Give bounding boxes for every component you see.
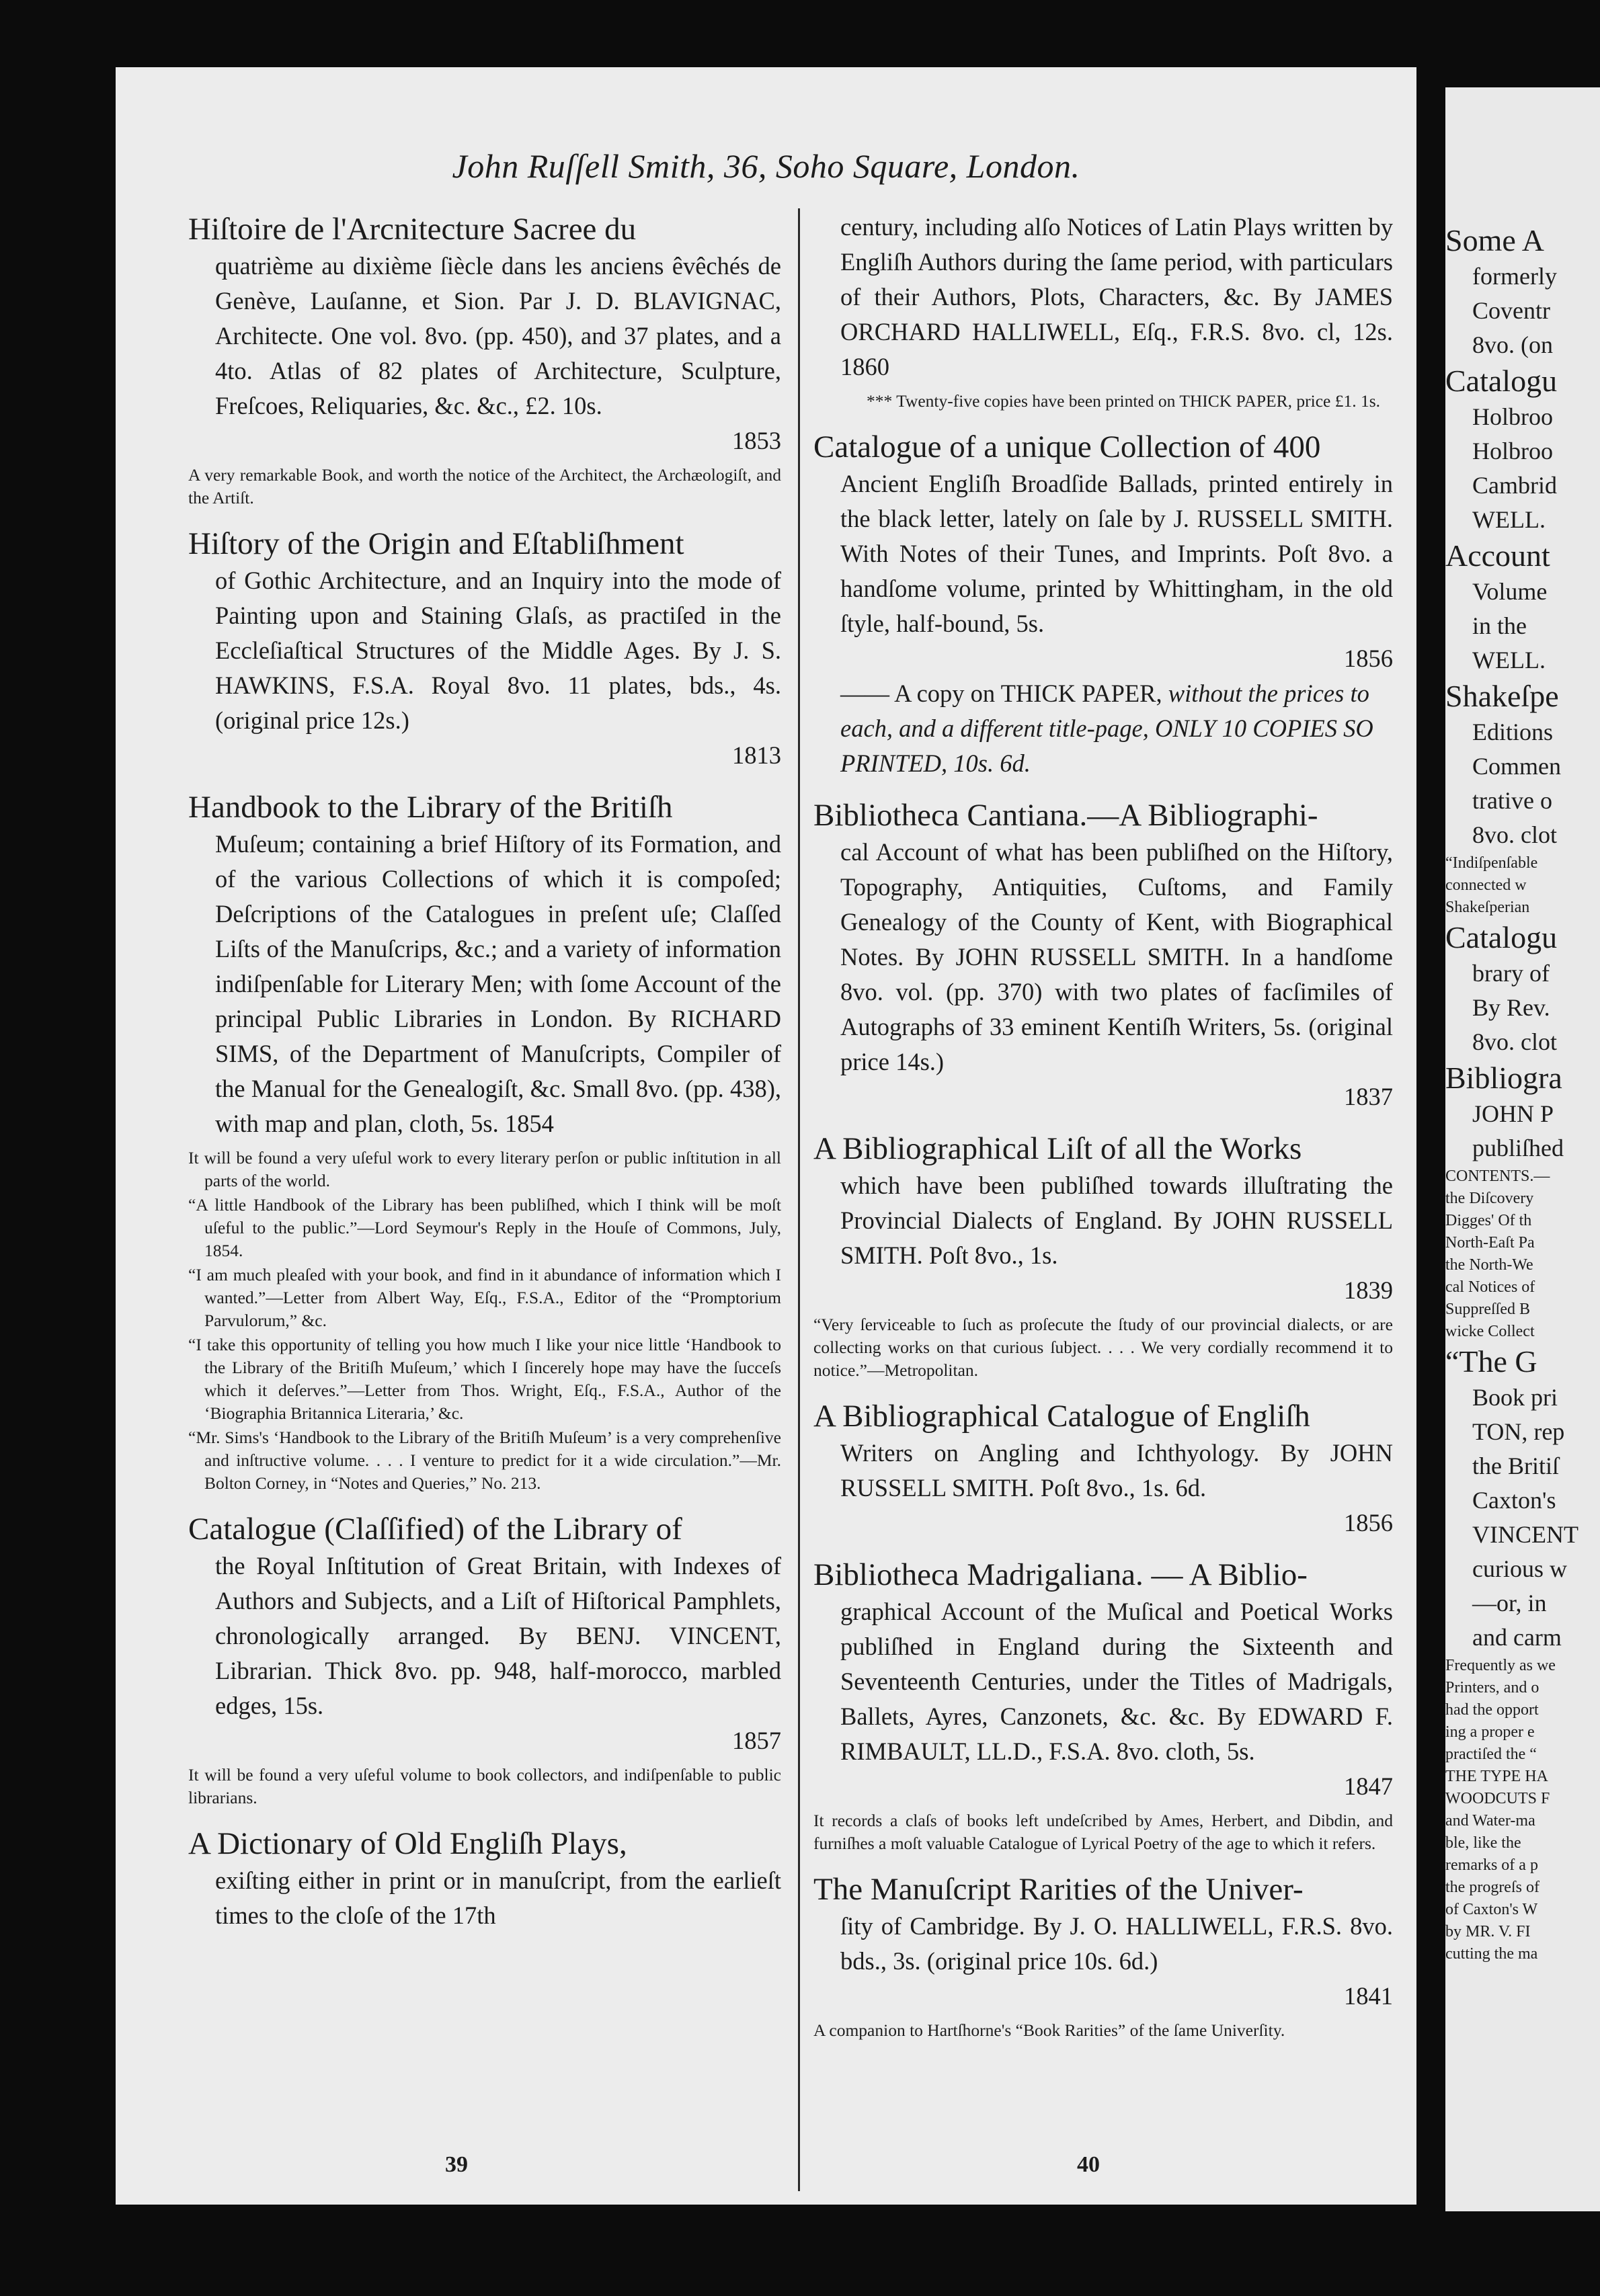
entry-date: 1813 — [732, 741, 781, 769]
review-quote: “A little Handbook of the Library has been publiſhed, which I think will be moſt uſeful to the public.”—Lord Seymour's Reply in the Houſe of Commons, July, 1854. — [188, 1195, 781, 1260]
entry-body: of Gothic Architecture, and an Inquiry into the mode of Painting upon and Staining Glaſs, as practiſed in the Eccleſiaſtical Structures of the Middle Ages. By J. S. HAWKINS, F.S.A. Royal 8vo. 11 plates, bds., 4s. (original price 12s.) — [215, 567, 781, 734]
adjacent-page-line: Some A — [1445, 223, 1544, 257]
thick-paper-lead: —— A copy on THICK PAPER, — [840, 680, 1162, 707]
entry-date: 1857 — [732, 1727, 781, 1754]
entry-note: “Very ſerviceable to ſuch as proſecute the ſtudy of our provincial dialects, or are collecting works on that curious ſubject. . . . We very cordially recommend it to notice.”—Metropolitan. — [813, 1315, 1393, 1380]
entry-body: century, including alſo Notices of Latin Plays written by Engliſh Authors during the ſame period, with particulars of their Authors, Plots, Characters, &c. By JAMES ORCHARD HALLIWELL, Eſq., F.R.S. 8vo. cl, 12s. 1860 — [840, 213, 1393, 380]
entry-body: cal Account of what has been publiſhed on the Hiſtory, Topography, Antiquities, Cuſtoms, and Family Genealogy of the County of Kent, with Biographical Notes. By JOHN RUSSELL SMITH. In a handſome 8vo. vol. (pp. 370) with two plates of facſimiles of Autographs of 33 eminent Kentiſh Writers, 5s. (original price 14s.) — [840, 838, 1393, 1075]
adjacent-page-line: Account — [1445, 538, 1550, 573]
entry-body: which have been publiſhed towards illuſtrating the Provincial Dialects of England. By JOHN RUSSELL SMITH. Poſt 8vo., 1s. — [840, 1172, 1393, 1269]
adjacent-page-line: 8vo. clot — [1472, 1028, 1557, 1055]
adjacent-page-line: the Britiſ — [1472, 1452, 1559, 1479]
adjacent-page-line: WOODCUTS F — [1445, 1790, 1550, 1807]
entry-title: Handbook to the Library of the Britiſh — [188, 790, 673, 825]
adjacent-page-line: brary of — [1472, 960, 1550, 987]
adjacent-page-line: formerly — [1472, 263, 1557, 290]
entry-note: It will be found a very uſeful volume to book collectors, and indiſpenſable to public librarians. — [188, 1765, 781, 1807]
adjacent-page-line: Frequently as we — [1445, 1657, 1556, 1674]
entry-date: 1853 — [732, 427, 781, 454]
adjacent-page-line: and carm — [1472, 1624, 1562, 1651]
thick-paper-note — [813, 676, 1393, 781]
adjacent-page-line: publiſhed — [1472, 1135, 1564, 1161]
adjacent-page-line: had the opport — [1445, 1701, 1539, 1719]
adjacent-page-line: remarks of a p — [1445, 1856, 1538, 1874]
catalogue-entry — [813, 1555, 1393, 1855]
catalogue-entry — [188, 788, 781, 1495]
catalogue-entry — [188, 1824, 781, 1933]
adjacent-page-line: by MR. V. FI — [1445, 1923, 1531, 1940]
adjacent-page-line: Suppreſſed B — [1445, 1301, 1530, 1318]
entry-note: *** Twenty-five copies have been printed on THICK PAPER, price £1. 1s. — [866, 391, 1381, 411]
adjacent-page-line: THE TYPE HA — [1445, 1768, 1548, 1785]
catalogue-page — [116, 67, 1416, 2205]
entry-note: It records a claſs of books left undeſcribed by Ames, Herbert, and Dibdin, and furniſhes a moſt valuable Catalogue of Lyrical Poetry of the age to which it refers. — [813, 1811, 1393, 1853]
adjacent-page-line: Commen — [1472, 753, 1561, 780]
adjacent-page-line: connected w — [1445, 876, 1527, 894]
adjacent-page-line: Shakeſperian — [1445, 899, 1530, 916]
entry-date: 1847 — [1344, 1772, 1393, 1800]
adjacent-page-line: Editions — [1472, 719, 1554, 745]
entry-date: 1856 — [1344, 645, 1393, 672]
adjacent-page-line: practiſed the “ — [1445, 1746, 1537, 1763]
adjacent-page-line: 8vo. (on — [1472, 331, 1553, 358]
left-column — [188, 210, 781, 1948]
adjacent-page-line: ing a proper e — [1445, 1723, 1535, 1741]
adjacent-page-line: of Caxton's W — [1445, 1901, 1538, 1918]
entry-note: A companion to Hartſhorne's “Book Rarities” of the ſame Univerſity. — [813, 2020, 1285, 2040]
entry-title: Hiſtoire de l'Arcnitecture Sacree du — [188, 212, 637, 247]
adjacent-page-line: Bibliogra — [1445, 1061, 1562, 1095]
entry-date: 1839 — [1344, 1276, 1393, 1304]
adjacent-page-line: the North-We — [1445, 1256, 1533, 1274]
adjacent-page-line: CONTENTS.— — [1445, 1167, 1550, 1185]
adjacent-page-line: ble, like the — [1445, 1834, 1521, 1852]
adjacent-page-line: North-Eaſt Pa — [1445, 1234, 1535, 1252]
entry-body: graphical Account of the Muſical and Poetical Works publiſhed in England during the Sixteenth and Seventeenth Centuries, under the Titles of Madrigals, Ballets, Ayres, Canzonets, &c. &c. By EDWARD F. RIMBAULT, LL.D., F.S.A. 8vo. cloth, 5s. — [840, 1598, 1393, 1765]
review-quote: “Mr. Sims's ‘Handbook to the Library of the Britiſh Muſeum’ is a very comprehenſive and inſtructive volume. . . . I venture to predict for it a wide circulation.”—Mr. Bolton Corney, in “Notes and Queries,” No. 213. — [188, 1428, 781, 1493]
adjacent-page-line: Catalogu — [1445, 920, 1558, 954]
adjacent-page-fragment — [1445, 87, 1600, 2211]
adjacent-page-line: WELL. — [1472, 506, 1546, 533]
adjacent-page-line: cal Notices of — [1445, 1278, 1535, 1296]
adjacent-page-line: Shakeſpe — [1445, 679, 1559, 713]
adjacent-page-line: wicke Collect — [1445, 1323, 1535, 1340]
entry-body: Writers on Angling and Ichthyology. By JOHN RUSSELL SMITH. Poſt 8vo., 1s. 6d. — [840, 1439, 1393, 1502]
entry-body: the Royal Inſtitution of Great Britain, with Indexes of Authors and Subjects, and a Liſt of Hiſtorical Pamphlets, chronologically arranged. By BENJ. VINCENT, Librarian. Thick 8vo. pp. 948, half-morocco, marbled edges, 15s. — [215, 1552, 781, 1719]
catalogue-entry — [813, 796, 1393, 1114]
adjacent-page-line: By Rev. — [1472, 994, 1550, 1021]
adjacent-page-line: Digges' Of th — [1445, 1212, 1532, 1229]
entry-note — [188, 1147, 781, 1495]
adjacent-page-line: Holbroo — [1472, 403, 1553, 430]
catalogue-entry — [813, 1397, 1393, 1541]
entry-date: 1856 — [1344, 1509, 1393, 1536]
adjacent-page-line: Printers, and o — [1445, 1679, 1539, 1696]
adjacent-page-line: Catalogu — [1445, 364, 1558, 398]
adjacent-page-line: “The G — [1445, 1344, 1537, 1379]
adjacent-page-line: TON, rep — [1472, 1418, 1565, 1445]
catalogue-entry — [188, 1510, 781, 1809]
entry-date: 1837 — [1344, 1083, 1393, 1110]
entry-title: A Bibliographical Liſt of all the Works — [813, 1131, 1302, 1166]
adjacent-page-line: —or, in — [1472, 1590, 1547, 1616]
entry-body: ſity of Cambridge. By J. O. HALLIWELL, F.R.S. 8vo. bds., 3s. (original price 10s. 6d.) — [840, 1912, 1393, 1975]
entry-title: The Manuſcript Rarities of the Univer- — [813, 1872, 1304, 1907]
adjacent-page-line: in the — [1472, 612, 1527, 639]
entry-title: Bibliotheca Cantiana.—A Bibliographi- — [813, 798, 1318, 833]
adjacent-page-line: curious w — [1472, 1555, 1567, 1582]
note-lead: It will be found a very uſeful work to every literary perſon or public inſtitution in all parts of the world. — [188, 1148, 781, 1190]
entry-date: 1841 — [1344, 1982, 1393, 2010]
entry-body: quatrième au dixième ſiècle dans les anciens êvêchés de Genève, Lauſanne, et Sion. Par J. D. BLAVIGNAC, Architecte. One vol. 8vo. (pp. 450), and 37 plates, and a 4to. Atlas of 82 plates of Architecture, Sculpture, Freſcoes, Reliquaries, &c. &c., £2. 10s. — [215, 252, 781, 419]
adjacent-page-line: Caxton's — [1472, 1487, 1556, 1514]
adjacent-page-line: trative o — [1472, 787, 1552, 814]
adjacent-page-line: Cambrid — [1472, 472, 1557, 499]
adjacent-page-line: the Diſcovery — [1445, 1190, 1534, 1207]
adjacent-page-line: 8vo. clot — [1472, 821, 1557, 848]
page-number-left: 39 — [445, 2152, 468, 2177]
entry-title: Catalogue of a unique Collection of 400 — [813, 429, 1321, 464]
page-header: John Ruſſell Smith, 36, Soho Square, London. — [452, 147, 1080, 185]
catalogue-entry — [813, 427, 1393, 781]
right-column — [813, 210, 1393, 2057]
adjacent-page-line: Coventr — [1472, 297, 1550, 324]
page-number-right: 40 — [1077, 2152, 1100, 2177]
entry-note: A very remarkable Book, and worth the notice of the Architect, the Archæologiſt, and the Artiſt. — [188, 465, 781, 507]
adjacent-page-line: Book pri — [1472, 1384, 1558, 1411]
adjacent-page-line: “Indiſpenſable — [1445, 854, 1538, 872]
entry-body: exiſting either in print or in manuſcript, from the earlieſt times to the cloſe of the 17th — [215, 1867, 781, 1929]
entry-title: Hiſtory of the Origin and Eſtabliſhment — [188, 526, 684, 561]
column-divider — [798, 208, 800, 2191]
catalogue-entry — [813, 210, 1393, 413]
entry-title: A Dictionary of Old Engliſh Plays, — [188, 1826, 627, 1861]
catalogue-entry — [813, 1129, 1393, 1382]
catalogue-entry — [188, 524, 781, 773]
thick-paper-detail: without the prices to each, and a different title-page, ONLY 10 COPIES SO PRINTED, 10s. 6d. — [840, 680, 1373, 777]
adjacent-page-line: WELL. — [1472, 647, 1546, 673]
entry-title: A Bibliographical Catalogue of Engliſh — [813, 1399, 1310, 1434]
adjacent-page-line: the progreſs of — [1445, 1879, 1539, 1896]
adjacent-page-lines — [1445, 87, 1600, 1965]
adjacent-page-line: cutting the ma — [1445, 1945, 1538, 1963]
adjacent-page-line: VINCENT — [1472, 1521, 1578, 1548]
entry-body: Ancient Engliſh Broadſide Ballads, printed entirely in the black letter, lately on ſale by J. RUSSELL SMITH. With Notes of their Tunes, and Imprints. Poſt 8vo. a handſome volume, printed by Whittingham, in the old ſtyle, half-bound, 5s. — [840, 470, 1393, 637]
catalogue-entry — [813, 1870, 1393, 2042]
catalogue-entry — [188, 210, 781, 509]
adjacent-page-line: Volume — [1472, 578, 1548, 605]
entry-title: Bibliotheca Madrigaliana. — A Biblio- — [813, 1557, 1308, 1592]
adjacent-page-line: and Water-ma — [1445, 1812, 1535, 1830]
entry-body: Muſeum; containing a brief Hiſtory of its Formation, and of the various Collections of which it is compoſed; Deſcriptions of the Catalogues in preſent uſe; Claſſed Liſts of the Manuſcrips, &c.; and a variety of information indiſpenſable for Literary Men; with ſome Account of the principal Public Libraries in London. By RICHARD SIMS, of the Department of Manuſcripts, Compiler of the Manual for the Genealogiſt, &c. Small 8vo. (pp. 438), with map and plan, cloth, 5s. 1854 — [215, 830, 781, 1137]
review-quote: “I am much pleaſed with your book, and find in it abundance of information which I wanted.”—Letter from Albert Way, Eſq., F.S.A., Editor of the “Promptorium Parvulorum,” &c. — [188, 1265, 781, 1330]
adjacent-page-line: JOHN P — [1472, 1100, 1554, 1127]
adjacent-page-line: Holbroo — [1472, 438, 1553, 464]
entry-title: Catalogue (Claſſified) of the Library of — [188, 1512, 682, 1547]
review-quote: “I take this opportunity of telling you how much I like your nice little ‘Handbook to the Library of the Britiſh Muſeum,’ which I ſincerely hope may have the ſucceſs which it deſerves.”—Letter from Thos. Wright, Eſq., F.S.A., Author of the ‘Biographia Britannica Literaria,’ &c. — [188, 1335, 781, 1423]
